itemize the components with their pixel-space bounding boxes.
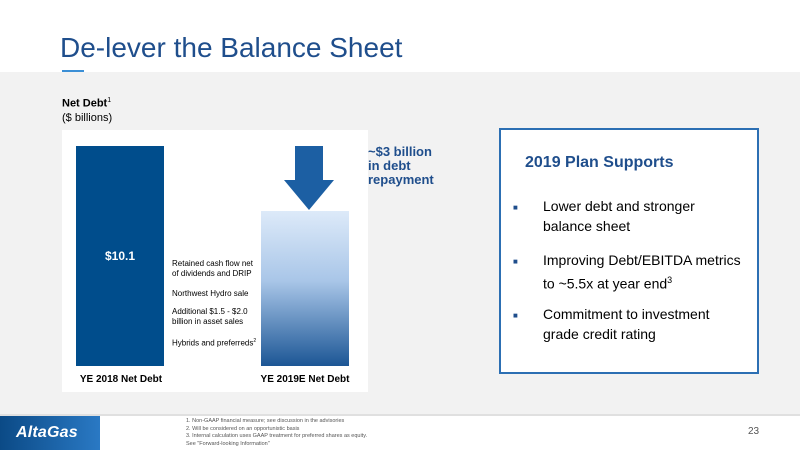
segment-line: Northwest Hydro sale (172, 289, 249, 298)
segment-sup: 2 (253, 338, 257, 344)
title-underline (62, 70, 84, 72)
company-logo (0, 416, 100, 450)
footnote: 2. Will be considered on an opportunistic basis (186, 425, 300, 432)
plan-box (499, 128, 759, 374)
plan-item-label: Improving Debt/EBITDA metrics to ~5.5x at year end (543, 252, 741, 292)
footnotes (186, 418, 367, 448)
footnote: See "Forward-looking Information" (186, 440, 270, 447)
plan-item-label: Commitment to investment grade credit rating (543, 306, 710, 342)
x-tick-label: YE 2019E Net Debt (260, 374, 350, 385)
plan-title: 2019 Plan Supports (525, 154, 674, 171)
segment-label (172, 259, 253, 279)
repayment-line: repayment (368, 172, 434, 187)
plan-item-text (543, 196, 743, 236)
bar (261, 211, 349, 366)
footnote: 3. Internal calculation uses GAAP treatment for preferred shares as equity. (186, 433, 368, 439)
plan-item-sup: 3 (667, 275, 673, 285)
repayment-line: ~$3 billion (368, 144, 432, 159)
square-bullet-icon: ■ (513, 257, 518, 266)
segment-line: Additional $1.5 - $2.0 (172, 307, 248, 316)
page-number: 23 (748, 426, 760, 437)
footer-divider (0, 414, 800, 416)
segment-label (172, 307, 248, 327)
square-bullet-icon: ■ (513, 203, 518, 212)
segment-line: of dividends and DRIP (172, 269, 252, 278)
debt-repayment-callout (368, 145, 434, 187)
chart-heading (62, 97, 111, 110)
footnote: 1. Non-GAAP financial measure; see discussion in the advisories (186, 418, 345, 424)
segment-line: Hybrids and preferreds (172, 338, 254, 348)
chart-heading-text: Net Debt (62, 97, 108, 110)
bar-value-label: $10.1 (104, 249, 136, 263)
down-arrow-icon (284, 146, 334, 210)
slide-footer (0, 414, 800, 450)
plan-item-text (543, 304, 743, 344)
chart-units: ($ billions) (62, 112, 113, 124)
segment-line: Retained cash flow net (172, 259, 253, 268)
plan-item-text (543, 250, 743, 294)
slide-title: De-lever the Balance Sheet (60, 32, 403, 63)
segment-line: billion in asset sales (172, 317, 244, 326)
chart-heading-sup: 1 (107, 97, 112, 104)
plan-item-label: Lower debt and stronger balance sheet (543, 198, 695, 234)
logo-text: AltaGas (16, 424, 78, 441)
segment-label (172, 336, 256, 349)
segment-label (172, 289, 248, 299)
repayment-line: in debt (368, 158, 411, 173)
x-tick-label: YE 2018 Net Debt (79, 374, 163, 385)
slide-header (0, 0, 800, 72)
square-bullet-icon: ■ (513, 311, 518, 320)
